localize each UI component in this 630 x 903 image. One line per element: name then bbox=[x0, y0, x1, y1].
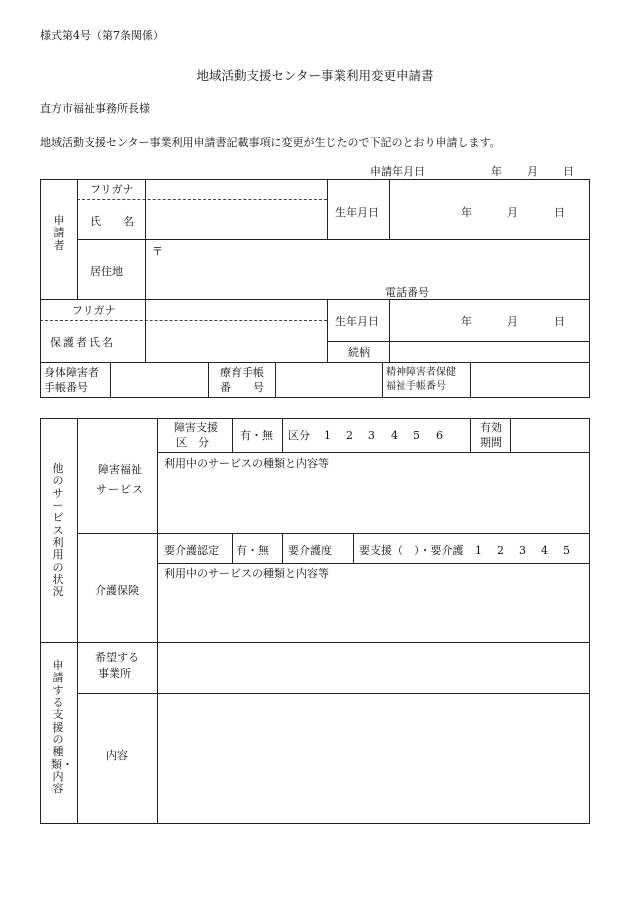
applicant-address-label: 居住地 bbox=[90, 265, 123, 278]
care-level-1[interactable]: 1 bbox=[475, 544, 482, 557]
intro-text: 地域活動支援センター事業利用申請書記載事項に変更が生じたので下記のとおり申請します。 bbox=[40, 136, 501, 149]
application-date-day: 日 bbox=[563, 165, 574, 178]
category-label: 区分 bbox=[288, 429, 310, 442]
validity-label-2: 期間 bbox=[480, 436, 502, 449]
addressee: 直方市福祉事務所長様 bbox=[40, 102, 150, 115]
welfare-service-label-2: サービス bbox=[96, 483, 144, 496]
guardian-name-label: 保護者氏名 bbox=[50, 336, 115, 349]
care-level-3[interactable]: 3 bbox=[519, 544, 526, 557]
care-current-services-input[interactable] bbox=[160, 584, 588, 640]
guardian-birth-year: 年 bbox=[461, 315, 472, 328]
category-6[interactable]: 6 bbox=[436, 429, 443, 442]
page-title: 地域活動支援センター事業利用変更申請書 bbox=[196, 68, 434, 83]
validity-label-1: 有効 bbox=[480, 421, 502, 434]
applicant-birth-year: 年 bbox=[461, 206, 472, 219]
form-number: 様式第4号（第7条関係） bbox=[40, 29, 164, 42]
requested-support-section-label: 申請する支援の種類・内容 bbox=[51, 659, 73, 796]
support-category-label-1: 障害支援 bbox=[174, 421, 218, 434]
category-5[interactable]: 5 bbox=[413, 429, 420, 442]
guardian-furigana-label: フリガナ bbox=[72, 304, 116, 317]
support-category-label-2: 区 分 bbox=[176, 436, 209, 449]
mental-cert-number-input[interactable] bbox=[472, 364, 588, 396]
guardian-name-input[interactable] bbox=[147, 322, 326, 361]
guardian-relationship-label: 続柄 bbox=[348, 346, 370, 359]
welfare-service-label-1: 障害福祉 bbox=[98, 463, 142, 476]
content-input[interactable] bbox=[160, 696, 588, 821]
welfare-current-services-label: 利用中のサービスの種類と内容等 bbox=[164, 457, 329, 470]
application-date-month: 月 bbox=[527, 165, 538, 178]
applicant-address-input[interactable] bbox=[160, 241, 588, 283]
physical-cert-label-2: 手帳番号 bbox=[44, 381, 88, 394]
mental-cert-label-1: 精神障害者保健 bbox=[386, 367, 456, 378]
desired-office-input[interactable] bbox=[160, 645, 588, 691]
applicant-furigana-input[interactable] bbox=[147, 181, 326, 198]
care-level-2[interactable]: 2 bbox=[497, 544, 504, 557]
applicant-furigana-label: フリガナ bbox=[90, 183, 134, 196]
care-level-4[interactable]: 4 bbox=[541, 544, 548, 557]
guardian-birth-month: 月 bbox=[507, 315, 518, 328]
desired-office-label-1: 希望する bbox=[95, 651, 139, 664]
care-certification-label: 要介護認定 bbox=[164, 544, 219, 557]
application-date-label: 申請年月日 bbox=[370, 165, 425, 178]
category-1[interactable]: 1 bbox=[324, 429, 331, 442]
applicant-section-label: 申請者 bbox=[53, 214, 65, 252]
rehab-cert-label-2: 番 号 bbox=[220, 381, 264, 394]
rehab-cert-label-1: 療育手帳 bbox=[220, 366, 264, 379]
applicant-name-input[interactable] bbox=[147, 201, 326, 238]
desired-office-label-2: 事業所 bbox=[98, 667, 131, 680]
support-care-label: 要支援（ ）・要介護 bbox=[359, 544, 464, 557]
mental-cert-label-2: 福祉手帳番号 bbox=[386, 381, 446, 392]
applicant-name-label: 氏 名 bbox=[90, 215, 134, 228]
care-level-label: 要介護度 bbox=[288, 544, 332, 557]
care-certification-yes-no[interactable]: 有・無 bbox=[236, 544, 269, 557]
physical-cert-number-input[interactable] bbox=[112, 364, 207, 396]
applicant-birth-day: 日 bbox=[554, 206, 565, 219]
applicant-phone-input[interactable] bbox=[440, 282, 588, 298]
phone-label: 電話番号 bbox=[385, 286, 429, 299]
category-2[interactable]: 2 bbox=[346, 429, 353, 442]
care-current-services-label: 利用中のサービスの種類と内容等 bbox=[164, 567, 329, 580]
validity-period-input[interactable] bbox=[512, 420, 588, 451]
category-4[interactable]: 4 bbox=[391, 429, 398, 442]
support-category-yes-no[interactable]: 有・無 bbox=[240, 429, 273, 442]
care-insurance-label: 介護保険 bbox=[95, 584, 139, 597]
postal-mark: 〒 bbox=[152, 245, 163, 258]
physical-cert-label-1: 身体障害者 bbox=[44, 366, 99, 379]
rehab-cert-number-input[interactable] bbox=[277, 364, 381, 396]
guardian-birth-day: 日 bbox=[554, 315, 565, 328]
application-date-year: 年 bbox=[491, 165, 502, 178]
applicant-birthdate-label: 生年月日 bbox=[335, 206, 379, 219]
guardian-furigana-input[interactable] bbox=[147, 301, 326, 319]
welfare-current-services-input[interactable] bbox=[160, 474, 588, 531]
guardian-birthdate-label: 生年月日 bbox=[335, 315, 379, 328]
other-services-section-label: 他のサービス利用の状況 bbox=[52, 462, 64, 599]
applicant-birth-month: 月 bbox=[507, 206, 518, 219]
guardian-relationship-input[interactable] bbox=[391, 343, 588, 361]
category-3[interactable]: 3 bbox=[368, 429, 375, 442]
content-label: 内容 bbox=[106, 749, 128, 762]
care-level-5[interactable]: 5 bbox=[563, 544, 570, 557]
